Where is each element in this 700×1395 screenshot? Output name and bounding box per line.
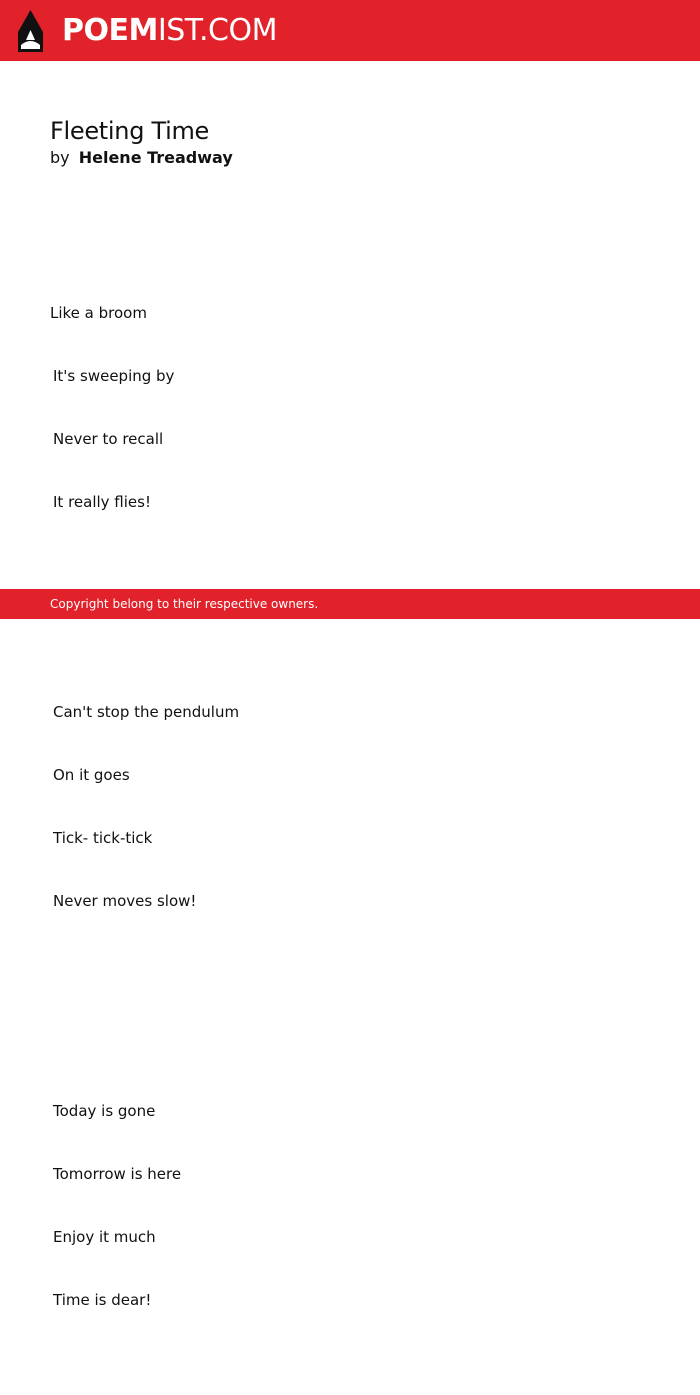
- site-footer: [0, 589, 700, 619]
- poem-content: [50, 115, 650, 1395]
- poem-line: Time is dear!: [53, 1291, 152, 1309]
- poem-title: Fleeting Time: [50, 117, 209, 145]
- site-header: [0, 0, 700, 61]
- poem-line: It really flies!: [53, 493, 151, 511]
- poem-line: Enjoy it much: [53, 1228, 156, 1246]
- poem-line: Tick- tick-tick: [53, 829, 153, 847]
- poem-line: Like a broom: [50, 304, 147, 322]
- site-logo[interactable]: [62, 13, 277, 49]
- poem-line: Today is gone: [53, 1102, 156, 1120]
- byline: [50, 147, 650, 169]
- copyright-text: Copyright belong to their respective owners.: [50, 597, 319, 611]
- poem-line: On it goes: [53, 766, 130, 784]
- poem-line: Never moves slow!: [53, 892, 197, 910]
- poem-line: Tomorrow is here: [53, 1165, 182, 1183]
- stanza-gap: [50, 996, 650, 1017]
- poem-line: Never to recall: [53, 430, 164, 448]
- stanza: [50, 1059, 650, 1353]
- poem-body: [50, 219, 650, 1395]
- logo-light-text: IST.COM: [157, 13, 277, 48]
- poem-line: Can't stop the pendulum: [53, 703, 240, 721]
- author-name: Helene Treadway: [78, 148, 233, 167]
- by-label: by: [50, 148, 70, 167]
- stanza: [50, 660, 650, 954]
- pencil-tip-icon[interactable]: [17, 10, 44, 52]
- poem-line: It's sweeping by: [53, 367, 175, 385]
- stanza: [50, 261, 650, 555]
- logo-bold-text: POEM: [62, 13, 158, 48]
